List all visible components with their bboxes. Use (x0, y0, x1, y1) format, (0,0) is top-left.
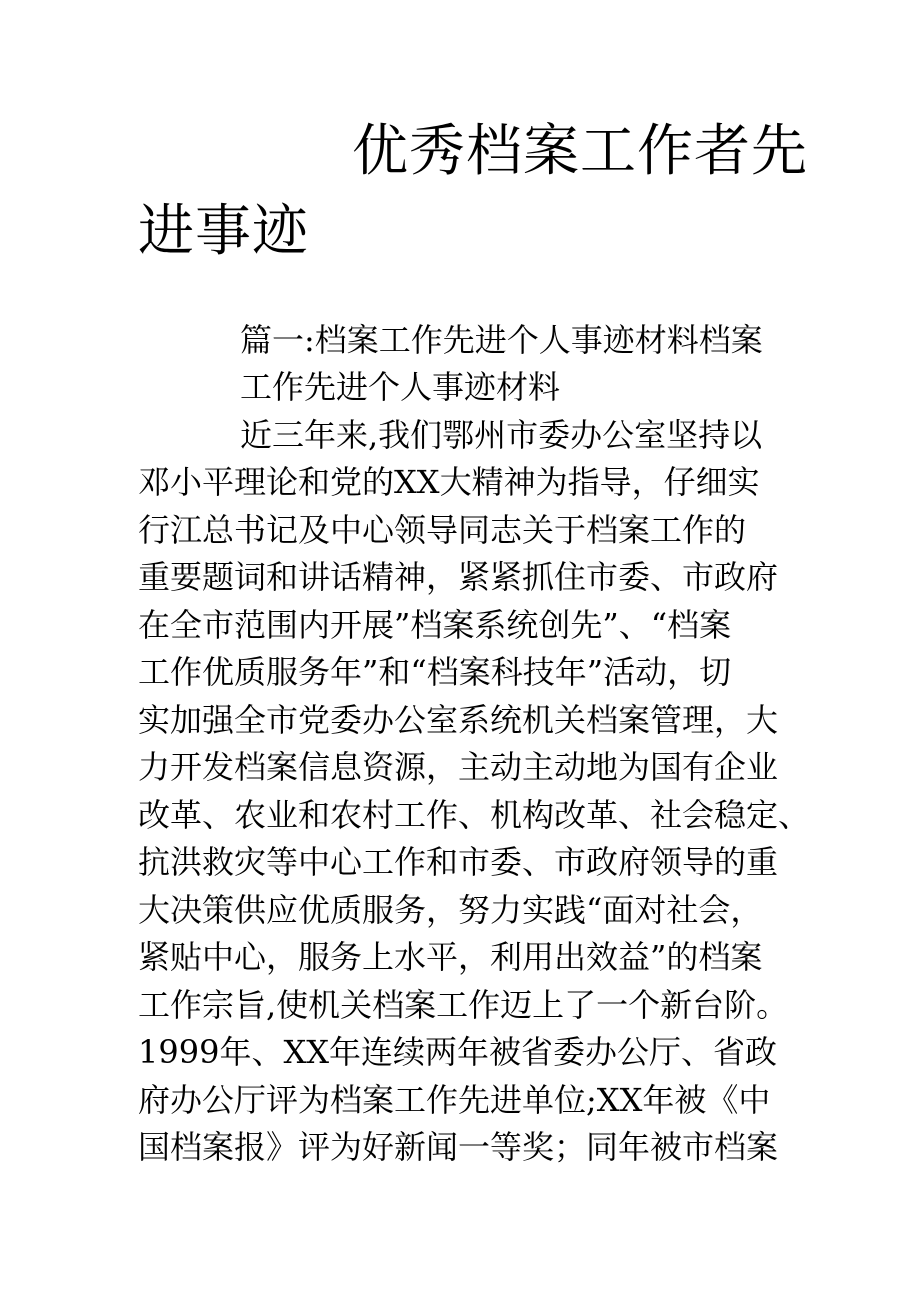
paragraph-line: 改革、农业和农村工作、机构改革、社会稳定、 (138, 796, 811, 834)
paragraph-line: 工作优质服务年”和“档案科技年”活动，切 (138, 653, 732, 691)
paragraph-line: 抗洪救灾等中心工作和市委、市政府领导的重 (138, 843, 779, 881)
paragraph-line: 工作宗旨,使机关档案工作迈上了一个新台阶。 (138, 986, 789, 1024)
paragraph-line: 府办公厅评为档案工作先进单位;XX年被《中 (138, 1081, 771, 1119)
section-heading-line-1: 篇一:档案工作先进个人事迹材料档案 (240, 321, 763, 359)
paragraph-line: 在全市范围内开展”档案系统创先”、“档案 (138, 606, 732, 644)
paragraph-line: 国档案报》评为好新闻一等奖；同年被市档案 (138, 1128, 779, 1166)
paragraph-line: 紧贴中心，服务上水平，利用出效益”的档案 (138, 938, 763, 976)
paragraph-line: 近三年来,我们鄂州市委办公室坚持以 (240, 416, 763, 454)
paragraph-line: 重要题词和讲话精神，紧紧抓住市委、市政府 (138, 558, 779, 596)
paragraph-line: 大决策供应优质服务，努力实践“面对社会， (138, 891, 763, 929)
paragraph-line: 邓小平理论和党的XX大精神为指导，仔细实 (138, 463, 760, 501)
paragraph-line: 行江总书记及中心领导同志关于档案工作的 (138, 511, 747, 549)
paragraph-line: 1999年、XX年连续两年被省委办公厅、省政 (138, 1033, 778, 1071)
paragraph-line: 力开发档案信息资源，主动主动地为国有企业 (138, 748, 779, 786)
section-heading-line-2: 工作先进个人事迹材料 (240, 368, 561, 406)
paragraph-line: 实加强全市党委办公室系统机关档案管理，大 (138, 701, 779, 739)
document-title-line-2: 进事迹 (138, 199, 309, 264)
document-title-line-1: 优秀档案工作者先 (352, 119, 808, 184)
